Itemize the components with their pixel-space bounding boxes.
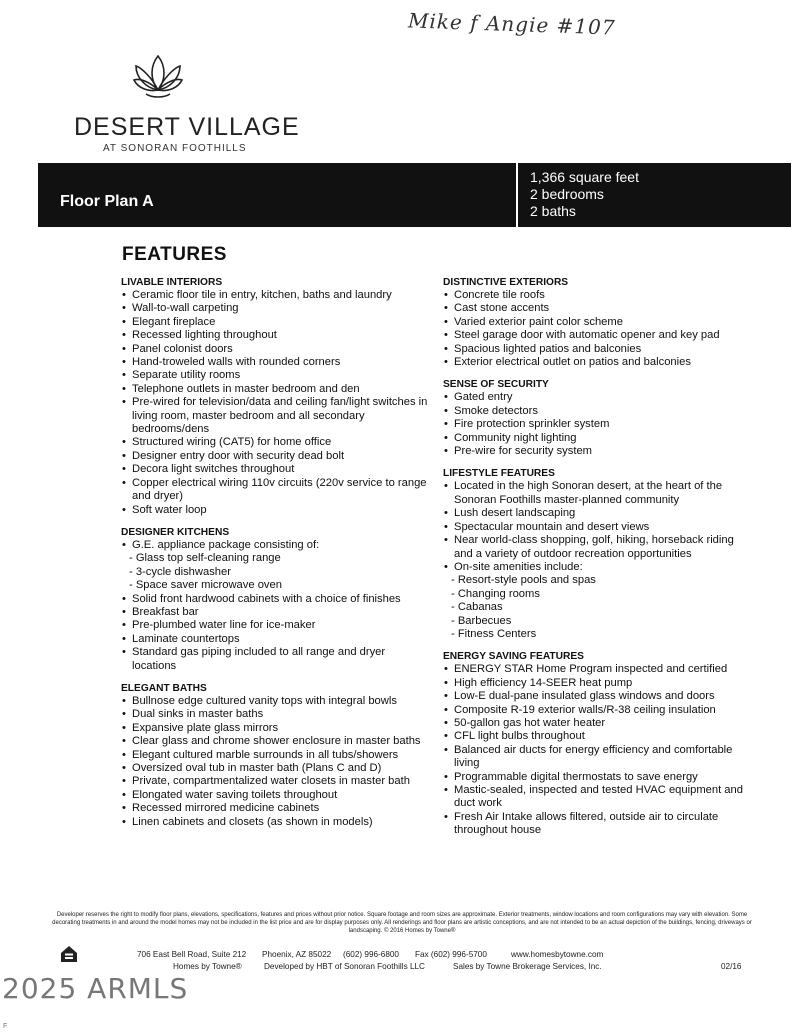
feature-section <box>121 526 431 673</box>
list-item: • Soft water loop <box>121 504 431 517</box>
section-title: ENERGY SAVING FEATURES <box>443 651 584 663</box>
list-item: • Spacious lighted patios and balconies <box>443 343 753 356</box>
list-item: • Designer entry door with security dead bolt <box>121 450 431 463</box>
feature-list <box>121 539 431 673</box>
section-title: DESIGNER KITCHENS <box>121 526 230 538</box>
list-item: • Pre-wire for security system <box>443 445 753 458</box>
banner-divider <box>516 163 518 227</box>
footer-city: Phoenix, AZ 85022 <box>262 950 332 959</box>
list-item: • On-site amenities include: <box>443 561 753 574</box>
feature-list <box>121 695 431 829</box>
list-item: • Fire protection sprinkler system <box>443 418 753 431</box>
list-item: • Elegant fireplace <box>121 316 431 329</box>
list-item: • Clear glass and chrome shower enclosure in master baths <box>121 735 431 748</box>
feature-section <box>443 378 753 458</box>
list-item: • Wall-to-wall carpeting <box>121 302 431 315</box>
list-item: • Oversized oval tub in master bath (Plans C and D) <box>121 762 431 775</box>
section-title: LIVABLE INTERIORS <box>121 277 223 288</box>
footer-builder: Homes by Towne® <box>173 962 242 971</box>
section-title: ELEGANT BATHS <box>121 682 207 694</box>
features-right-column <box>443 276 753 847</box>
brand-subtitle: AT SONORAN FOOTHILLS <box>103 143 247 154</box>
feature-list <box>443 289 753 369</box>
list-item: • Structured wiring (CAT5) for home office <box>121 436 431 449</box>
footer-address: 706 East Bell Road, Suite 212 <box>137 950 247 959</box>
list-item: • Community night lighting <box>443 432 753 445</box>
section-title: DISTINCTIVE EXTERIORS <box>443 277 569 288</box>
list-item: • Copper electrical wiring 110v circuits (220v service to range and dryer) <box>121 477 431 504</box>
list-item: • Breakfast bar <box>121 606 431 619</box>
list-item: • Concrete tile roofs <box>443 289 753 302</box>
list-item: • 50-gallon gas hot water heater <box>443 717 753 730</box>
list-item: • Cast stone accents <box>443 302 753 315</box>
watermark: 2025 ARMLS <box>2 972 189 1005</box>
list-item: • Standard gas piping included to all range and dryer locations <box>121 646 431 673</box>
brand-name: DESERT VILLAGE <box>74 113 300 141</box>
list-item: - Glass top self-cleaning range <box>129 552 281 565</box>
list-item: • Recessed mirrored medicine cabinets <box>121 802 431 815</box>
feature-list <box>443 663 753 837</box>
list-item: • Linen cabinets and closets (as shown in models) <box>121 816 431 829</box>
list-item: • Private, compartmentalized water closets in master bath <box>121 775 431 788</box>
list-item: - 3-cycle dishwasher <box>129 565 231 578</box>
list-item: • Exterior electrical outlet on patios and balconies <box>443 356 753 369</box>
handwritten-note: Mike f Angie #107 <box>407 8 616 40</box>
floor-plan-banner <box>38 163 791 227</box>
list-item: • Fresh Air Intake allows filtered, outside air to circulate throughout house <box>443 811 753 838</box>
spec-square-feet: 1,366 square feet <box>530 169 639 185</box>
list-item: • Hand-troweled walls with rounded corners <box>121 356 431 369</box>
list-item: • Balanced air ducts for energy efficiency and comfortable living <box>443 744 753 771</box>
equal-housing-icon <box>60 945 78 963</box>
list-item: • G.E. appliance package consisting of: <box>121 539 431 552</box>
list-item: • Laminate countertops <box>121 633 431 646</box>
corner-mark: F <box>3 1023 8 1030</box>
list-item: - Barbecues <box>451 614 512 627</box>
feature-section <box>443 650 753 837</box>
feature-section <box>443 467 753 641</box>
list-item: • Expansive plate glass mirrors <box>121 722 431 735</box>
list-item: • Elongated water saving toilets throughout <box>121 789 431 802</box>
footer-date-code: 02/16 <box>721 962 742 971</box>
list-item: • Ceramic floor tile in entry, kitchen, baths and laundry <box>121 289 431 302</box>
feature-list <box>443 391 753 458</box>
list-item: • Spectacular mountain and desert views <box>443 521 753 534</box>
section-title: SENSE OF SECURITY <box>443 379 549 391</box>
list-item: • Solid front hardwood cabinets with a choice of finishes <box>121 593 431 606</box>
footer-website: www.homesbytowne.com <box>511 950 604 959</box>
list-item: • Composite R-19 exterior walls/R-38 ceiling insulation <box>443 704 753 717</box>
feature-section <box>121 682 431 829</box>
feature-list <box>121 289 431 517</box>
list-item: • CFL light bulbs throughout <box>443 730 753 743</box>
lotus-icon <box>128 52 188 102</box>
list-item: • Gated entry <box>443 391 753 404</box>
footer-fax: Fax (602) 996-5700 <box>415 950 487 959</box>
spec-baths: 2 baths <box>530 203 576 219</box>
list-item: • Steel garage door with automatic opener and key pad <box>443 329 753 342</box>
list-item: - Space saver microwave oven <box>129 579 282 592</box>
list-item: - Changing rooms <box>451 587 540 600</box>
list-item: - Cabanas <box>451 601 503 614</box>
floor-plan-title: Floor Plan A <box>60 193 154 210</box>
features-heading: FEATURES <box>122 244 227 265</box>
list-item: • Separate utility rooms <box>121 369 431 382</box>
list-item: • Located in the high Sonoran desert, at the heart of the Sonoran Foothills master-planned community <box>443 480 753 507</box>
list-item: - Resort-style pools and spas <box>451 574 596 587</box>
list-item: • Pre-wired for television/data and ceiling fan/light switches in living room, master bedroom and all secondary bedrooms/dens <box>121 396 431 436</box>
list-item: • Smoke detectors <box>443 405 753 418</box>
list-item: • Pre-plumbed water line for ice-maker <box>121 619 431 632</box>
list-item: • Dual sinks in master baths <box>121 708 431 721</box>
list-item: • Decora light switches throughout <box>121 463 431 476</box>
list-item: • High efficiency 14-SEER heat pump <box>443 677 753 690</box>
list-item: - Fitness Centers <box>451 627 537 640</box>
list-item: • Mastic-sealed, inspected and tested HVAC equipment and duct work <box>443 784 753 811</box>
features-left-column <box>121 276 431 838</box>
list-item: • Near world-class shopping, golf, hiking, horseback riding and a variety of outdoor recreation opportunities <box>443 534 753 561</box>
feature-section <box>121 276 431 517</box>
legal-disclaimer: Developer reserves the right to modify floor plans, elevations, specifications, features and prices without prior notice. Square footage and room sizes are approximate. Exterior treatments, window locations and room configurations may vary with elevation. Some decorating treatments in and around the model homes may not be included in the list price and are for display purposes only. All renderings and floor plans are artistic conceptions, and are not intended to be an actual depiction of the buildings, fencing, driveways or landscaping. © 2016 Homes by Towne® <box>52 912 752 934</box>
footer-phone: (602) 996-6800 <box>343 950 399 959</box>
floor-plan-specs <box>530 169 639 220</box>
list-item: • Lush desert landscaping <box>443 507 753 520</box>
spec-bedrooms: 2 bedrooms <box>530 186 604 202</box>
feature-section <box>443 276 753 369</box>
list-item: • Recessed lighting throughout <box>121 329 431 342</box>
list-item: • Elegant cultured marble surrounds in all tubs/showers <box>121 749 431 762</box>
footer-sales: Sales by Towne Brokerage Services, Inc. <box>453 962 602 971</box>
list-item: • ENERGY STAR Home Program inspected and certified <box>443 663 753 676</box>
list-item: • Programmable digital thermostats to save energy <box>443 771 753 784</box>
section-title: LIFESTYLE FEATURES <box>443 468 555 480</box>
list-item: • Panel colonist doors <box>121 343 431 356</box>
list-item: • Low-E dual-pane insulated glass windows and doors <box>443 690 753 703</box>
feature-list <box>443 480 753 641</box>
list-item: • Varied exterior paint color scheme <box>443 316 753 329</box>
list-item: • Telephone outlets in master bedroom and den <box>121 383 431 396</box>
list-item: • Bullnose edge cultured vanity tops with integral bowls <box>121 695 431 708</box>
footer-developer: Developed by HBT of Sonoran Foothills LLC <box>264 962 425 971</box>
